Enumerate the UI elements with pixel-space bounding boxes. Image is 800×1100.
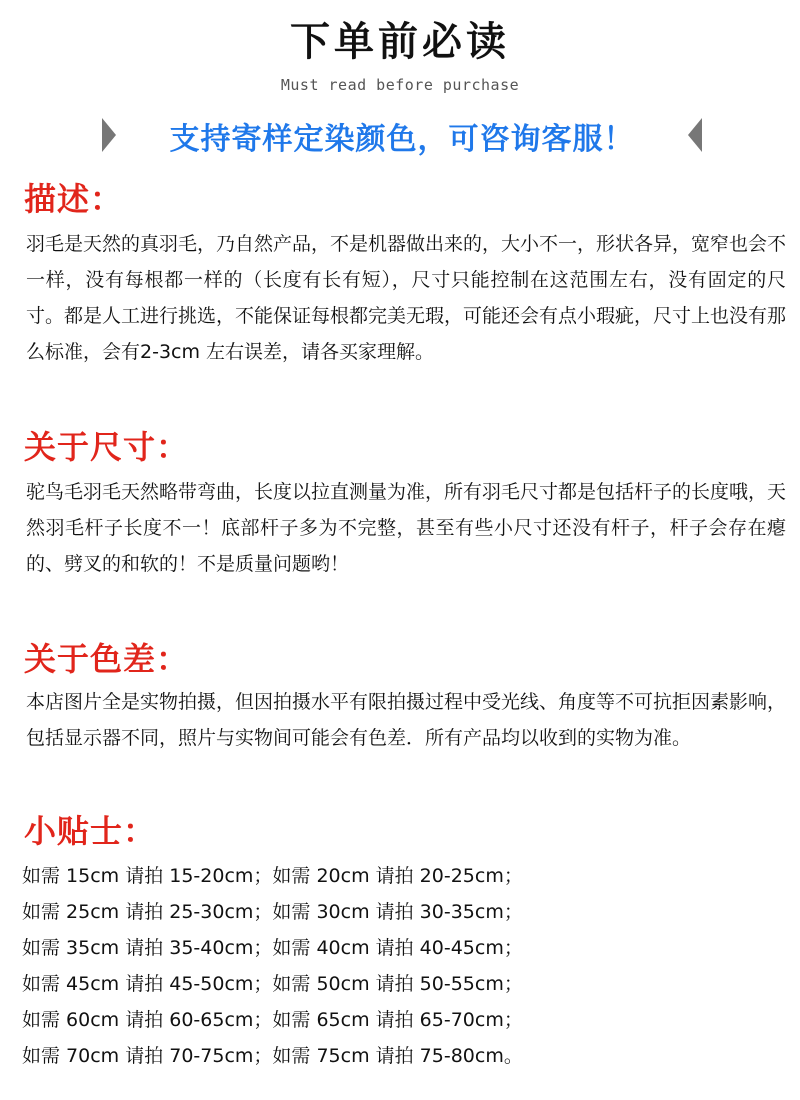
tip-line: 如需 25cm 请拍 25-30cm；如需 30cm 请拍 30-35cm；	[22, 901, 523, 923]
page-title: 下单前必读	[290, 19, 510, 65]
tip-line: 如需 45cm 请拍 45-50cm；如需 50cm 请拍 50-55cm；	[22, 973, 523, 995]
color-text: 本店图片全是实物拍摄，但因拍摄水平有限拍摄过程中受光线、角度等不可抗拒因素影响，包括显示器不同，照片与实物间可能会有色差．所有产品均以收到的实物为准。	[26, 691, 787, 749]
tips-list	[22, 858, 782, 1074]
size-heading: 关于尺寸：	[24, 428, 190, 466]
page-subtitle: Must read before purchase	[280, 76, 520, 94]
tip-line: 如需 15cm 请拍 15-20cm；如需 20cm 请拍 20-25cm；	[22, 865, 523, 887]
size-text: 驼鸟毛羽毛天然略带弯曲，长度以拉直测量为准，所有羽毛尺寸都是包括杆子的长度哦，天然羽毛杆子长度不一！底部杆子多为不完整，甚至有些小尺寸还没有杆子，杆子会存在瘪的、劈叉的和软的！不是质量问题哟！	[26, 481, 787, 575]
tip-line: 如需 60cm 请拍 60-65cm；如需 65cm 请拍 65-70cm；	[22, 1009, 523, 1031]
tips-heading: 小贴士：	[24, 812, 157, 850]
promo-banner	[102, 110, 702, 160]
tip-line: 如需 35cm 请拍 35-40cm；如需 40cm 请拍 40-45cm；	[22, 937, 523, 959]
banner-text: 支持寄样定染颜色，可咨询客服！	[169, 122, 635, 157]
triangle-right-icon	[102, 118, 116, 152]
description-heading: 描述：	[24, 180, 124, 218]
tip-line: 如需 70cm 请拍 70-75cm；如需 75cm 请拍 75-80cm。	[22, 1045, 523, 1067]
triangle-left-icon	[688, 118, 702, 152]
color-heading: 关于色差：	[24, 640, 190, 678]
description-text: 羽毛是天然的真羽毛，乃自然产品，不是机器做出来的，大小不一，形状各异，宽窄也会不一样，没有每根都一样的（长度有长有短），尺寸只能控制在这范围左右，没有固定的尺寸。都是人工进行挑选，不能保证每根都完美无瑕，可能还会有点小瑕疵，尺寸上也没有那么标准，会有2-3cm 左右误差，请各买家理解。	[26, 233, 787, 363]
